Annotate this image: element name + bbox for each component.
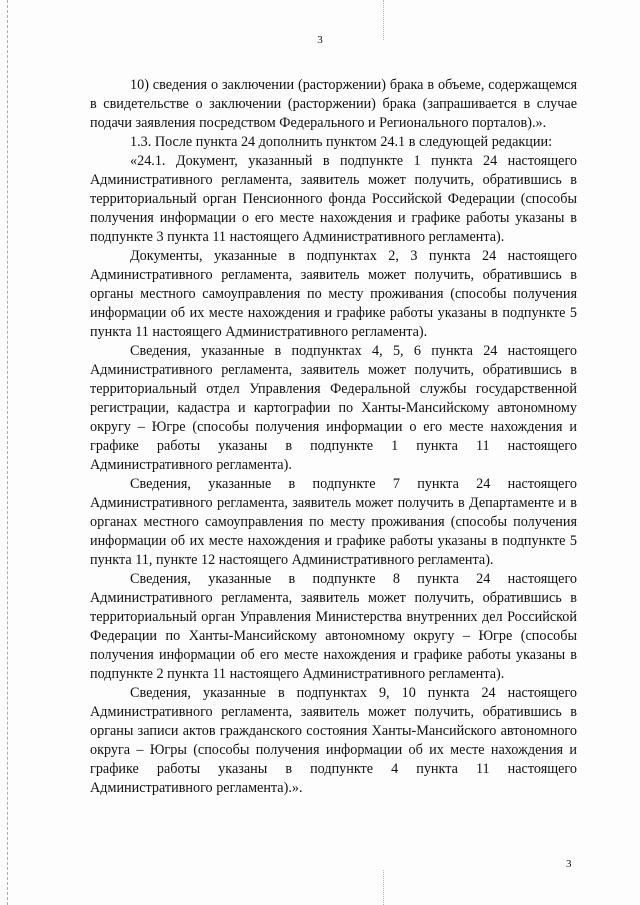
page-number-bottom: 3 <box>566 858 572 870</box>
document-body <box>90 76 577 798</box>
paragraph-info-4-5-6: Сведения, указанные в подпунктах 4, 5, 6 пункта 24 настоящего Административного регламента, заявитель может получить, обратившись в территориальный отдел Управления Федеральной службы государственной регистрации, кадастра и картографии по Ханты-Мансийскому автономному округу – Югре (способы получения информации о его месте нахождения и графике работы указаны в подпункте 1 пункта 11 настоящего Административного регламента). <box>90 343 577 473</box>
page-number-top: 3 <box>317 34 323 46</box>
scan-edge-line <box>7 0 9 905</box>
scan-fold-mark-bottom <box>383 870 385 905</box>
paragraph-24-1: «24.1. Документ, указанный в подпункте 1 пункта 24 настоящего Административного регламента, заявитель может получить, обратившись в территориальный орган Пенсионного фонда Российской Федерации (способы получения информации о его месте нахождения и графике работы указаны в подпункте 3 пункта 11 настоящего Административного регламента). <box>90 153 577 245</box>
paragraph-item-10: 10) сведения о заключении (расторжении) брака в объеме, содержащемся в свидетельстве о заключении (расторжении) брака (запрашивается в случае подачи заявления посредством Федерального и Регионального порталов).». <box>90 77 577 131</box>
paragraph-amendment-1-3: 1.3. После пункта 24 дополнить пунктом 24.1 в следующей редакции: <box>130 134 553 150</box>
paragraph-info-8: Сведения, указанные в подпункте 8 пункта 24 настоящего Административного регламента, заявитель может получить, обратившись в территориальный орган Управления Министерства внутренних дел Российской Федерации по Ханты-Мансийскому автономному округу – Югре (способы получения информации об его месте нахождения и графике работы указаны в подпункте 2 пункта 11 настоящего Административного регламента). <box>90 571 577 682</box>
paragraph-info-7: Сведения, указанные в подпункте 7 пункта 24 настоящего Административного регламента, заявитель может получить в Департаменте и в органах местного самоуправления по месту проживания (способы получения информации об их месте нахождения и графике работы указаны в подпункте 5 пункта 11, пункте 12 настоящего Административного регламента). <box>90 476 577 568</box>
paragraph-documents-2-3: Документы, указанные в подпунктах 2, 3 пункта 24 настоящего Административного регламента, заявитель может получить, обратившись в органы местного самоуправления по месту проживания (способы получения информации об их месте нахождения и графике работы указаны в подпункте 5 пункта 11 настоящего Административного регламента). <box>90 248 577 340</box>
paragraph-info-9-10: Сведения, указанные в подпунктах 9, 10 пункта 24 настоящего Административного регламента, заявитель может получить, обратившись в органы записи актов гражданского состояния Ханты-Мансийского автономного округа – Югры (способы получения информации об их месте нахождения и графике работы указаны в подпункте 4 пункта 11 настоящего Административного регламента).». <box>90 685 577 796</box>
